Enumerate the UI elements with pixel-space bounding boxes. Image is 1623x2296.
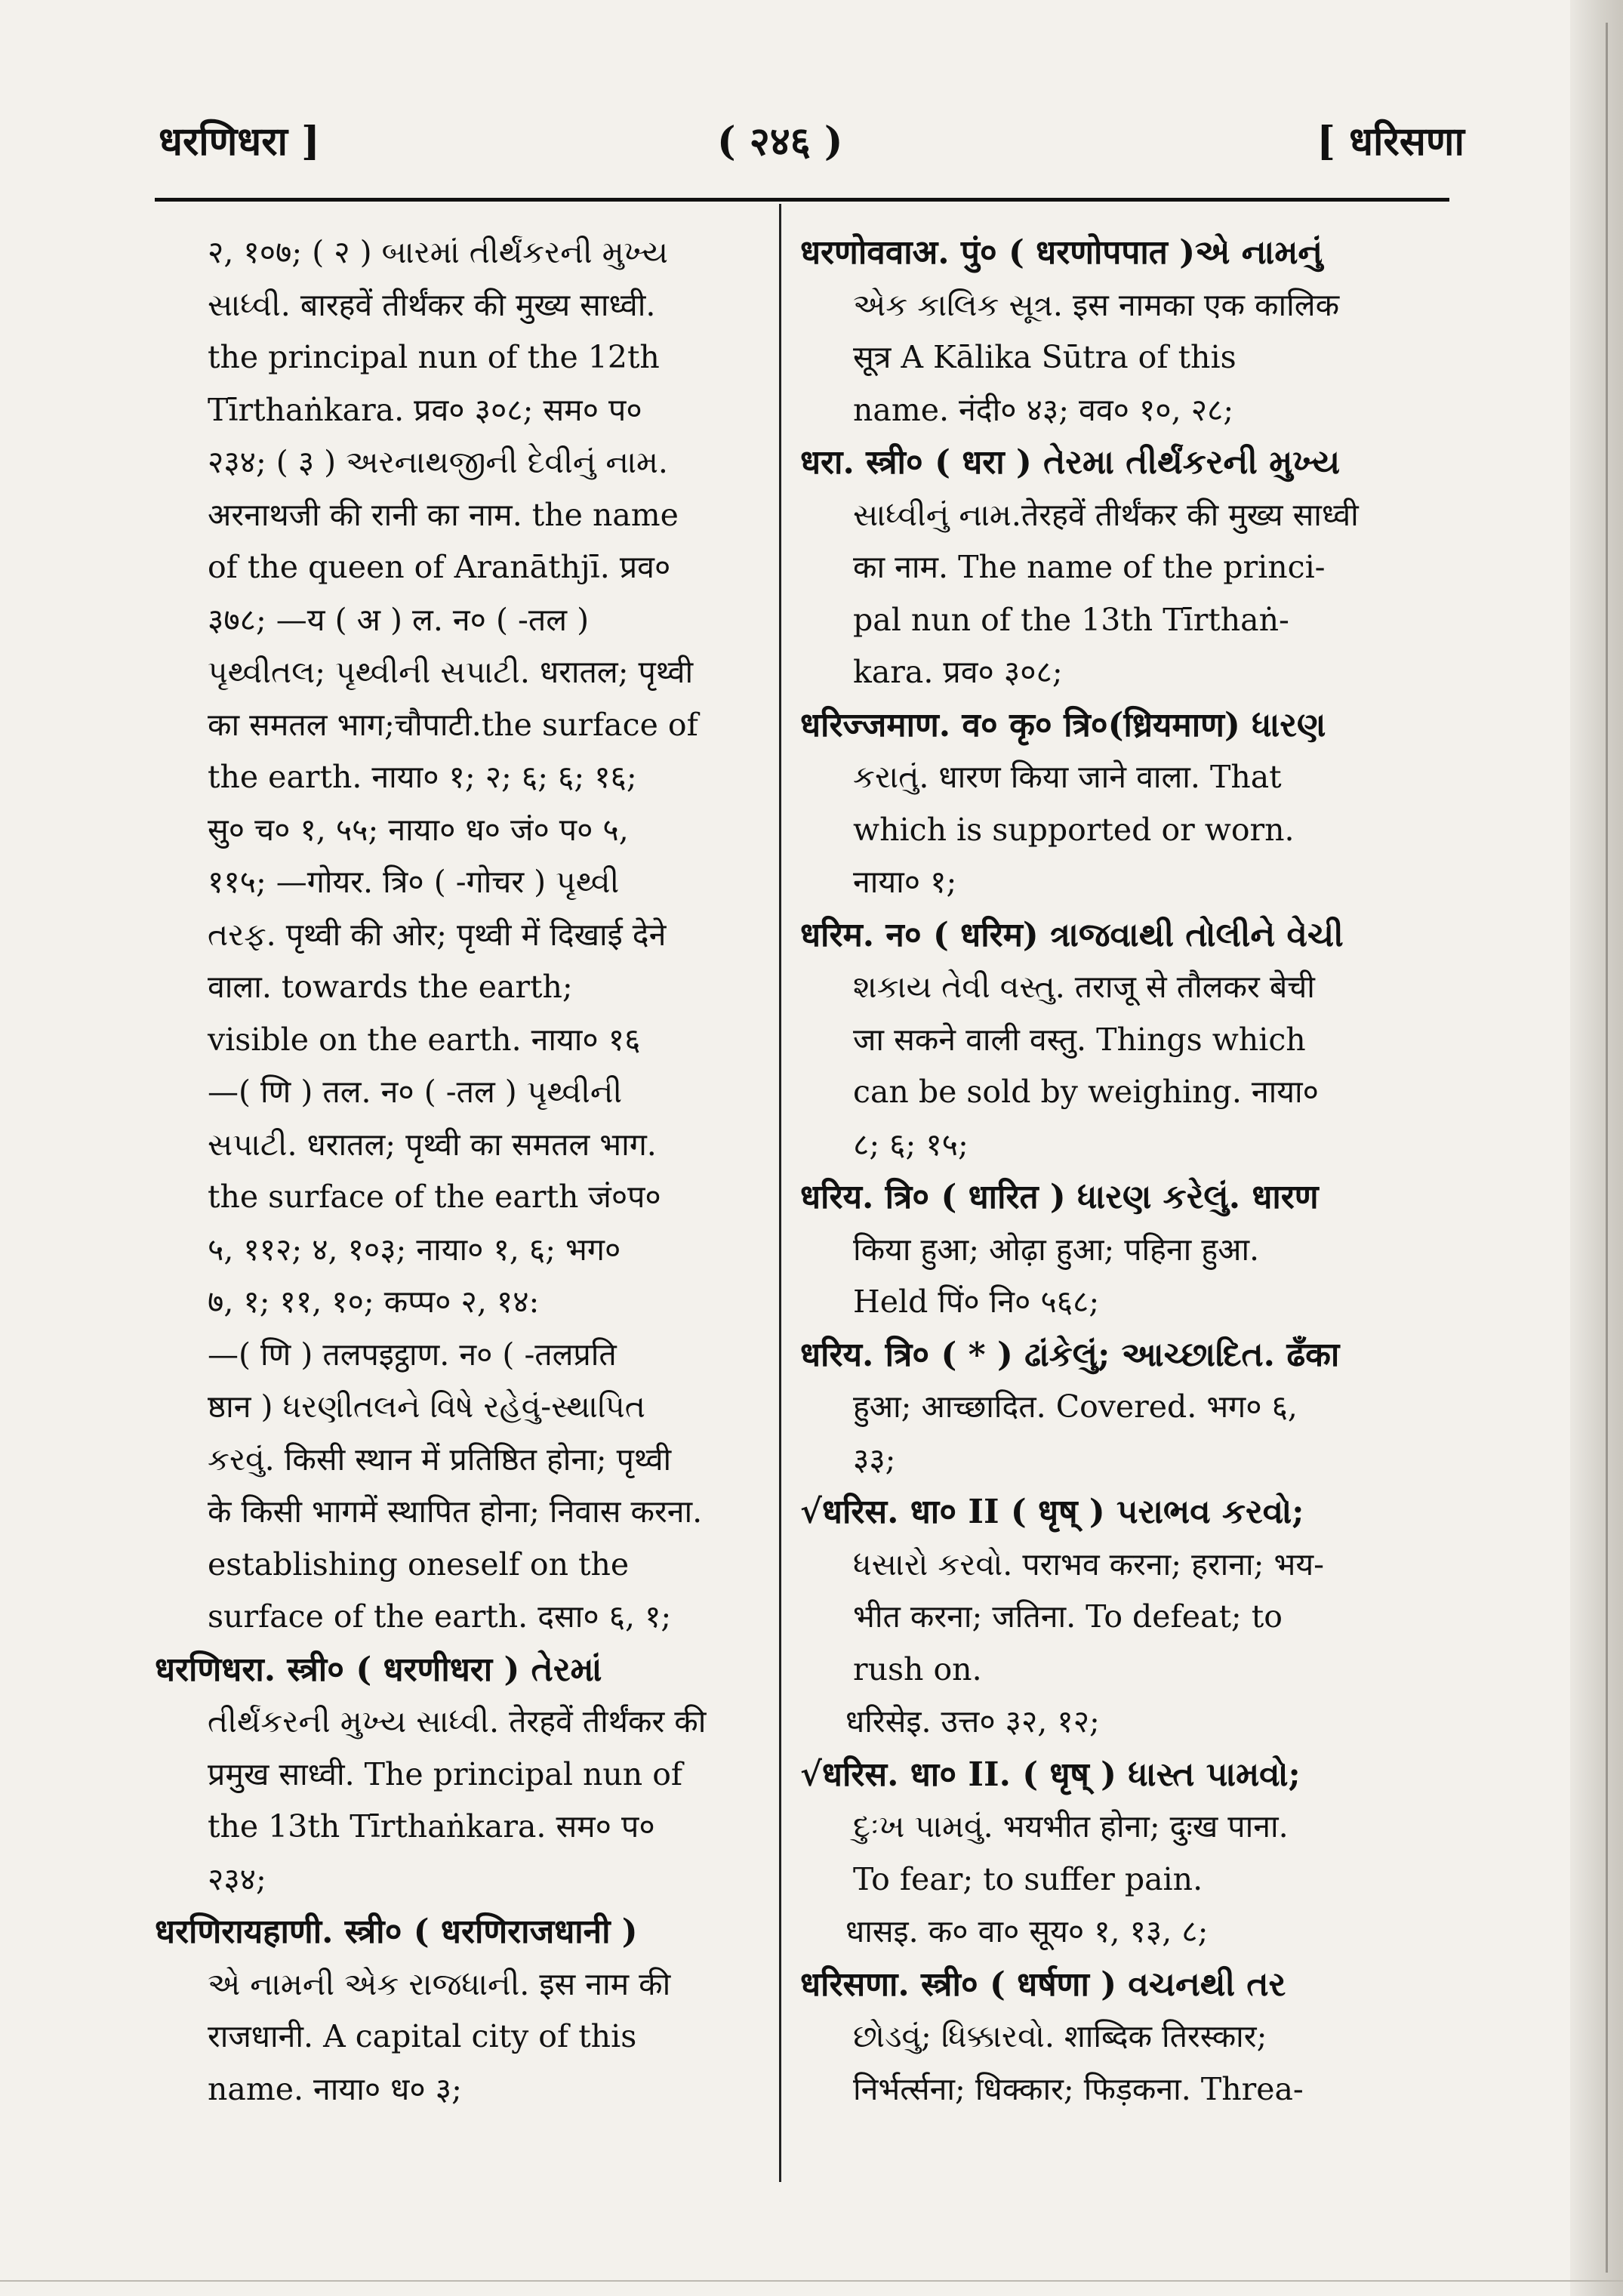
text-line: ११५; —गोयर. त्रि० ( -गोचर ) પૃથ્વી (208, 864, 620, 900)
text-line: તરફ. पृथ्वी की ओर; पृथ्वी में दिखाई देने (208, 916, 667, 953)
text-line: rush on. (853, 1650, 982, 1687)
entry-headword-line: √धरिस. धा० II ( धृष् ) પરાભવ કરવો; (800, 1493, 1304, 1531)
entry-headword-line: धरा. स्त्री० ( धरा ) તેરમા તીર્થંકરની મુખ્ય (800, 443, 1341, 482)
text-line: કરાતું. धारण किया जाने वाला. That (853, 759, 1282, 795)
text-line: अरनाथजी की रानी का नाम. the name (208, 496, 679, 533)
text-line: ५, ११२; ४, १०३; नाया० १, ६; भग० (208, 1231, 621, 1268)
text-line: સપાટી. धरातल; पृथ्वी का समतल भाग. (208, 1126, 657, 1163)
text-line: surface of the earth. दसा० ६, १; (208, 1598, 672, 1635)
text-line: ७, १; ११, १०; कप्प० २, १४: (208, 1284, 540, 1320)
text-line: which is supported or worn. (853, 811, 1295, 848)
text-line: २३४; (208, 1860, 266, 1897)
text-line: वाला. towards the earth; (208, 969, 573, 1005)
text-line: किया हुआ; ओढ़ा हुआ; पहिना हुआ. (853, 1231, 1260, 1268)
entry-headword-line: धरणोववाअ. पुं० ( धरणोपपात )એ નામનું (800, 233, 1323, 272)
text-line: जा सकने वाली वस्तु. Things which (853, 1021, 1306, 1058)
text-line: એ નામની એક રાજધાની. इस नाम की (208, 1965, 671, 2002)
text-line: સાધ્વી. बारहवें तीर्थंकर की मुख्य साध्वी. (208, 286, 656, 323)
entry-headword-line: धरिम. न० ( धरिम) ત્રાજવાથી તોલીને વેચી (800, 915, 1344, 954)
header-rule (155, 198, 1449, 202)
text-line: To fear; to suffer pain. (853, 1860, 1203, 1897)
text-line: भीत करना; जतिना. To defeat; to (853, 1598, 1283, 1635)
text-line: દુઃખ પામવું. भयभीत होना; दुःख पाना. (853, 1808, 1289, 1845)
text-line: establishing oneself on the (208, 1546, 630, 1583)
right-column (800, 227, 1449, 2116)
text-line: name. नाया० ध० ३; (208, 2070, 462, 2107)
column-divider (779, 204, 781, 2182)
text-line: प्रमुख साध्वी. The principal nun of (208, 1755, 683, 1792)
text-line: the surface of the earth जं०प० (208, 1179, 661, 1215)
text-line: २, १०७; ( २ ) બારમાં તીર્થંકરની મુખ્ય (208, 234, 669, 270)
text-line: visible on the earth. नाया० १६ (208, 1021, 641, 1058)
text-line: धासइ. क० वा० सूय० १, १३, ८; (845, 1913, 1209, 1949)
scan-edge (1570, 0, 1623, 2296)
text-line: सु० च० १, ५५; नाया० ध० जं० प० ५, (208, 811, 629, 848)
text-line: can be sold by weighing. नाया० (853, 1074, 1319, 1110)
header-right-guideword: [ धरिसणा (1317, 119, 1464, 165)
text-line: २३४; ( ३ ) અરનાથજીની દેવીનું નામ. (208, 444, 668, 480)
text-line: name. नंदी० ४३; वव० १०, २८; (853, 391, 1234, 428)
text-line: ष्ठान ) ધરણીતલને વિષે રહેવું-સ્થાપિત (208, 1388, 645, 1425)
text-line: सूत्र A Kālika Sūtra of this (853, 339, 1236, 375)
text-line: સાધ્વીનું નામ.तेरहवें तीर्थंकर की मुख्य साध्वी (853, 496, 1359, 533)
text-line: का नाम. The name of the princi- (853, 549, 1326, 585)
text-line: धरिसेइ. उत्त० ३२, १२; (845, 1703, 1100, 1740)
text-line: the 13th Tīrthaṅkara. सम० प० (208, 1808, 655, 1845)
text-line: निर्भर्त्सना; धिक्कार; फिड़कना. Threa- (853, 2070, 1304, 2107)
text-line: કરવું. किसी स्थान में प्रतिष्ठित होना; पृथ्वी (208, 1441, 672, 1478)
scan-bottom-edge (0, 2280, 1623, 2282)
text-line: ધસારો કરવો. पराभव करना; हराना; भय- (853, 1546, 1324, 1583)
text-line: kara. प्रव० ३०८; (853, 654, 1063, 690)
text-line: pal nun of the 13th Tīrthaṅ- (853, 601, 1289, 638)
text-line: the principal nun of the 12th (208, 339, 660, 375)
entry-headword-line: धरिज्जमाण. व० कृ० त्रि०(ध्रियमाण) ધારણ (800, 705, 1326, 744)
text-line: શકાય તેવી વસ્તુ. तराजू से तौलकर बेची (853, 969, 1315, 1005)
entry-headword-line: धरणिधरा. स्त्री० ( धरणीधरा ) તેરમાં (155, 1650, 602, 1689)
text-line: नाया० १; (853, 864, 957, 900)
page-header (159, 113, 1464, 166)
text-line: Tīrthaṅkara. प्रव० ३०८; सम० प० (208, 391, 642, 428)
scan-edge-line (1606, 23, 1608, 2273)
left-column (155, 227, 770, 2116)
entry-headword-line: धरिय. त्रि० ( * ) ઢાંકેલું; આચ્છાદિત. ढँका (800, 1335, 1340, 1374)
text-line: of the queen of Aranāthjī. प्रव० (208, 549, 671, 585)
text-line: का समतल भाग;चौपाटी.the surface of (208, 706, 698, 743)
entry-headword-line: √धरिस. धा० II. ( धृष् ) ધાસ્ત પામવો; (800, 1755, 1301, 1794)
text-line: —( णि ) तल. न० ( -तल ) પૃથ્વીની (208, 1074, 623, 1110)
text-line: છોડવું; ધિક્કારવો. शाब्दिक तिरस्कार; (853, 2018, 1267, 2054)
text-line: के किसी भागमें स्थापित होना; निवास करना. (208, 1493, 703, 1530)
text-line: એક કાલિક સૂત્ર. इस नामका एक कालिक (853, 286, 1340, 323)
header-left-guideword: धरणिधरा ] (159, 119, 320, 165)
entry-headword-line: धरणिरायहाणी. स्त्री० ( धरणिराजधानी ) (155, 1912, 638, 1951)
text-line: Held पिं० नि० ५६८; (853, 1284, 1100, 1320)
text-line: राजधानी. A capital city of this (208, 2018, 637, 2054)
text-line: —( णि ) तलपइट्ठाण. न० ( -तलप्रति (208, 1336, 617, 1373)
text-line: તીર્થંકરની મુખ્ય સાધ્વી. तेरहवें तीर्थंकर की (208, 1703, 707, 1740)
page-number: ( २४६ ) (717, 119, 843, 165)
entry-headword-line: धरिय. त्रि० ( धारित ) ધારણ કરેલું. धारण (800, 1178, 1319, 1216)
text-line: પૃથ્વીતલ; પૃથ્વીની સપાટી. धरातल; पृथ्वी (208, 654, 694, 690)
text-line: ३७८; —य ( अ ) ल. न० ( -तल ) (208, 601, 590, 638)
text-line: हुआ; आच्छादित. Covered. भग० ६, (853, 1388, 1298, 1425)
entry-headword-line: धरिसणा. स्त्री० ( धर्षणा ) વચનથી તર (800, 1965, 1286, 2004)
text-line: ८; ६; १५; (853, 1126, 969, 1163)
text-line: ३३; (853, 1441, 896, 1478)
text-line: the earth. नाया० १; २; ६; ६; १६; (208, 759, 637, 795)
